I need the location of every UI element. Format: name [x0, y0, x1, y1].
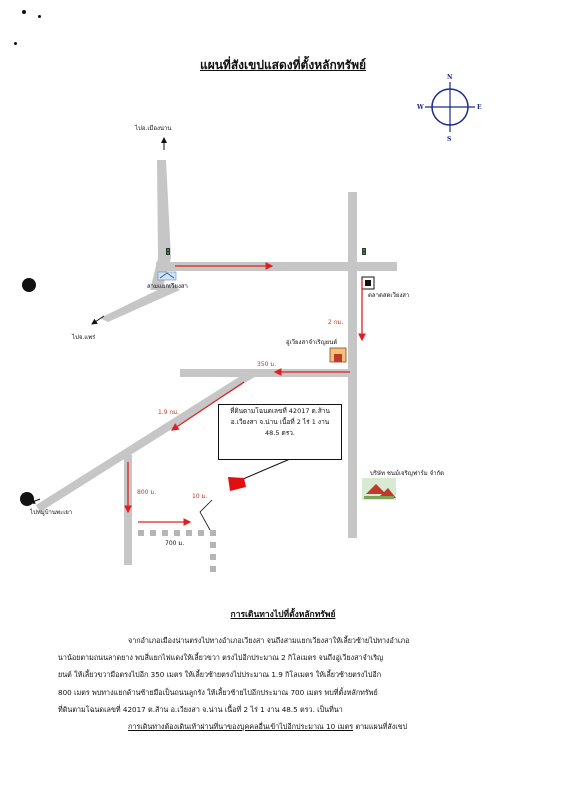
label-distance-1-9km: 1.9 กม. — [158, 409, 179, 416]
traffic-light-icon — [362, 248, 366, 255]
road-right-vertical — [348, 192, 357, 538]
junction-icon — [158, 272, 176, 280]
route-line: นาน้อยตามถนนลาดยาง พบสี่แยกไฟแดงให้เลี้ยวขวา ตรงไปอีกประมาณ 2 กิโลเมตร จนถึงอู่เวียงสาจำเริญ — [58, 653, 384, 663]
callout-line: อ.เวียงสา จ.น่าน เนื้อที่ 2 ไร่ 1 งาน — [230, 418, 330, 426]
compass-rose — [416, 74, 482, 143]
road-garage-branch — [180, 369, 350, 377]
route-line: ยนต์ ให้เลี้ยวขวามือตรงไปอีก 350 เมตร ให้เลี้ยวซ้ายตรงไปประมาณ 1.9 กิโลเมตร ให้เลี้ยวซ้ายตรงไปอีก — [58, 670, 382, 680]
traffic-light-icon — [166, 248, 170, 255]
label-distance-350m: 350 ม. — [257, 361, 277, 368]
route-description — [58, 632, 508, 735]
land-lot-marker — [228, 477, 246, 491]
label-distance-700m: 700 ม. — [165, 540, 185, 547]
compass-s: S — [447, 136, 452, 143]
route-line: ที่ดินตามโฉนดเลขที่ 42017 ต.ส้าน อ.เวียงสา จ.น่าน เนื้อที่ 2 ไร่ 1 งาน 48.5 ตรว. เป็นที่นา — [58, 704, 343, 714]
label-to-ban-phayao: ไปหมู่บ้านพะเยา — [30, 509, 73, 516]
label-junction: สามแยกเวียงสา — [147, 283, 188, 290]
compass-w: W — [417, 104, 424, 111]
label-company: บริษัท ชนม์เจริญฟาร์ม จำกัด — [370, 470, 444, 477]
compass-e: E — [477, 104, 482, 111]
label-to-phrae: ไปจ.แพร่ — [72, 334, 96, 341]
route-line-tail: ตามแผนที่สังเขป — [353, 722, 408, 732]
callout-line: ที่ดินตามโฉนดเลขที่ 42017 ต.ส้าน — [230, 407, 330, 415]
bracket-10m — [200, 500, 212, 530]
compass-n: N — [447, 74, 453, 81]
label-market: ตลาดสดเวียงสา — [368, 292, 410, 299]
label-garage: อู่เวียงสาจำเริญยนต์ — [286, 339, 338, 346]
arrow-to-phrae — [92, 316, 104, 324]
route-line: 800 เมตร พบทางแยกด้านซ้ายมือเป็นถนนลูกรัง ให้เลี้ยวซ้ายไปอีกประมาณ 700 เมตร พบที่ตั้งหลักทรัพย์ — [58, 687, 378, 697]
land-info-callout — [218, 404, 342, 460]
arrow-to-ban-phayao — [30, 499, 40, 503]
route-line — [58, 718, 508, 735]
roads — [36, 160, 397, 565]
callout-line: 48.5 ตรว. — [265, 429, 295, 437]
company-icon — [362, 478, 396, 500]
label-distance-10m: 10 ม. — [192, 493, 208, 500]
route-line-underlined: การเดินทางต้องเดินเท้าผ่านที่นาของบุคคลอื่นเข้าไปอีกประมาณ 10 เมตร — [128, 722, 354, 732]
route-line: จากอำเภอเมืองน่านตรงไปทางอำเภอเวียงสา จนถึงสามแยกเวียงสาให้เลี้ยวซ้ายไปทางอำเภอ — [128, 636, 410, 645]
garage-icon — [330, 348, 346, 362]
label-to-muang-nan: ไปอ.เมืองน่าน — [135, 125, 172, 132]
route-heading: การเดินทางไปที่ตั้งหลักทรัพย์ — [230, 610, 336, 620]
label-distance-800m: 800 ม. — [137, 489, 157, 496]
market-icon — [362, 277, 374, 289]
page-title: แผนที่สังเขปแสดงที่ตั้งหลักทรัพย์ — [199, 58, 367, 72]
dirt-road — [138, 530, 216, 572]
label-distance-2km: 2 กม. — [328, 319, 344, 326]
